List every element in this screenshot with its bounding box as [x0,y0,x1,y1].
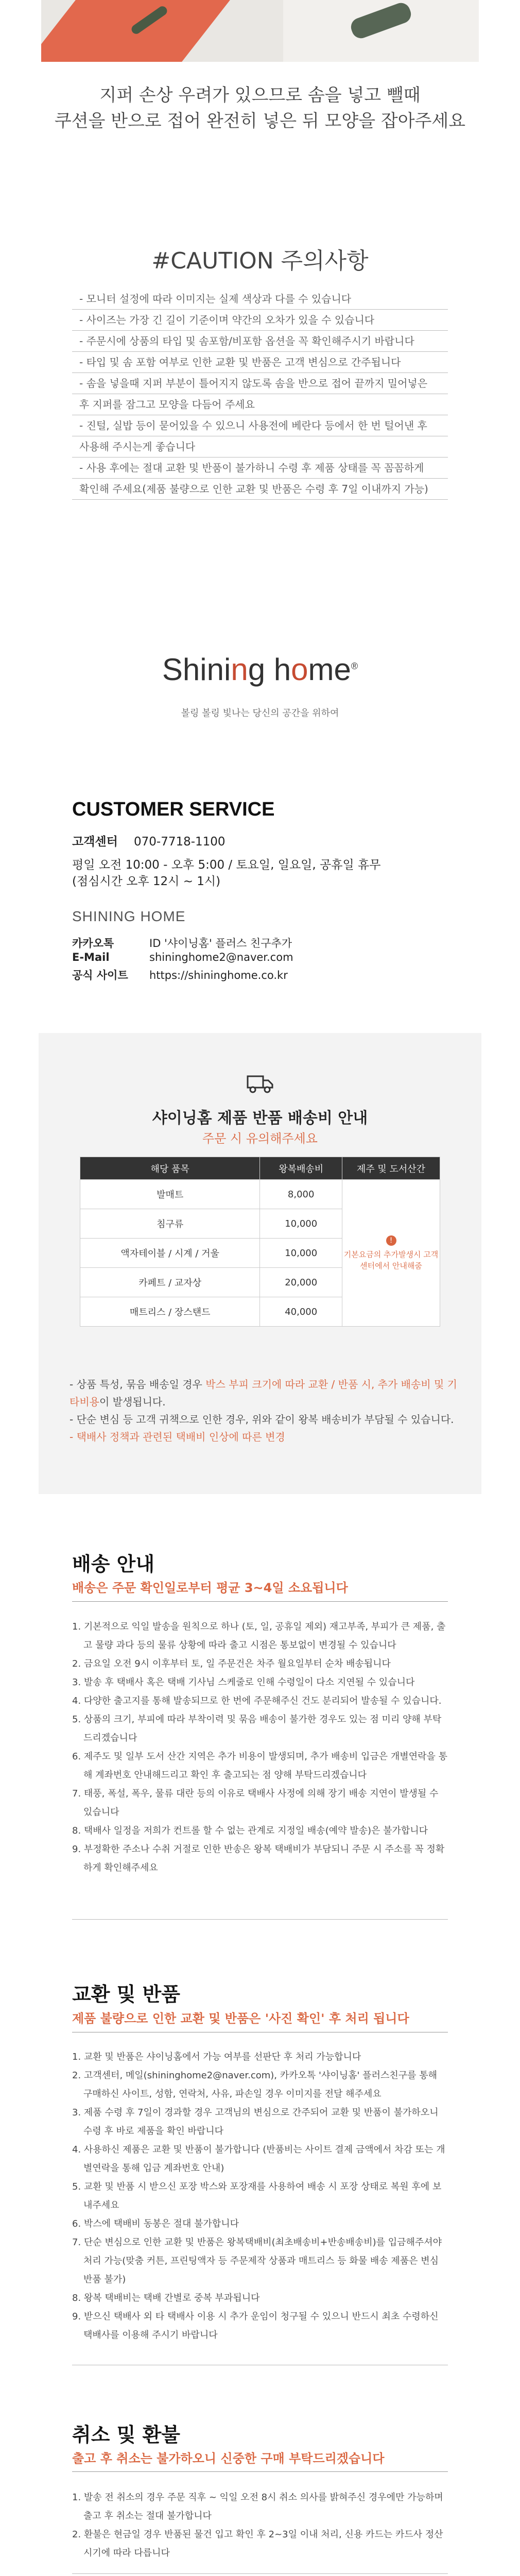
list-item: 4. 사용하신 제품은 교환 및 반품이 불가합니다 (반품비는 사이트 결제 금액에서 차감 또는 개별연락을 통해 입금 계좌번호 안내) [72,2144,445,2174]
list-item: 6. 제주도 및 일부 도서 산간 지역은 추가 비용이 발생되며, 추가 배송비 입금은 개별연락을 통해 계좌번호 안내해드리고 확인 후 출고되는 점 양해 부탁드리겠습니다 [72,1751,447,1781]
caution-item: - 주문시에 상품의 타입 및 솜포함/비포함 옵션을 꼭 확인해주시기 바랍니다 [72,331,448,352]
caution-item: - 모니터 설정에 따라 이미지는 실제 색상과 다를 수 있습니다 [72,289,448,310]
intro-text [0,82,520,134]
divider [72,1601,448,1602]
brand-logo: Shining home® [162,652,358,687]
cs-hours: 평일 오전 10:00 - 오후 5:00 / 토요일, 일요일, 공휴일 휴무 [72,858,381,872]
list-item: 5. 상품의 크기, 부피에 따라 부착이력 및 묶음 배송이 불가한 경우도 있는 점 미리 양해 부탁드리겠습니다 [72,1714,442,1743]
list-item: 1. 발송 전 취소의 경우 주문 직후 ~ 익일 오전 8시 취소 의사를 밝혀주신 경우에만 가능하며 출고 후 취소는 절대 불가합니다 [72,2492,443,2521]
list-item: 7. 단순 변심으로 인한 교환 및 반품은 왕복택배비(최초배송비+반송배송비)를 입금해주셔야 처리 가능(맞춤 커튼, 프린팅액자 등 주문제작 상품과 매트리스 등 화물 배송 제품은 변심 반품 불가) [72,2237,442,2285]
list-item: 6. 박스에 택배비 동봉은 절대 불가합니다 [72,2218,239,2229]
caution-item: - 솜을 넣을때 지퍼 부분이 틀어지지 않도록 솜을 반으로 접어 끝까지 밀어넣은 [72,373,448,394]
list-item: 1. 기본적으로 익일 발송을 원칙으로 하나 (토, 일, 공휴일 제외) 재고부족, 부피가 큰 제품, 출고 물량 과다 등의 물류 상황에 따라 출고 시점은 통보없이 변경될 수 있습니다 [72,1621,446,1651]
shipping-fee-table [80,1157,440,1327]
kakao-id: ID '샤이닝홈' 플러스 친구추가 [149,937,292,950]
table-row: 매트리스 / 장스탠드 40,000 [80,1297,440,1327]
list-item: 2. 고객센터, 메일(shininghome2@naver.com), 카카오톡 '샤이닝홈' 플러스친구를 통해 구매하신 사이트, 성함, 연락처, 사유, 파손일 경우 이미지를 전달 해주세요 [72,2070,438,2099]
email-link[interactable]: shininghome2@naver.com [149,951,293,963]
divider [72,2471,448,2472]
cs-phone-row [72,832,226,849]
table-header: 왕복배송비 [260,1157,342,1180]
caution-item: - 진털, 실밥 등이 묻어있을 수 있으니 사용전에 베란다 등에서 한 번 털어낸 후 [72,415,448,436]
exchange-list [72,2048,448,2345]
cs-site-row: 공식 사이트 https://shininghome.co.kr [72,969,288,981]
list-item: 8. 택배사 일정을 저희가 컨트롤 할 수 없는 관계로 지정일 배송(예약 발송)은 불가합니다 [72,1825,428,1836]
shipping-note: - 상품 특성, 묶음 배송일 경우 박스 부피 크기에 따라 교환 / 반품 시, 추가 배송비 및 기타비용이 발생됩니다. [70,1378,457,1408]
brand-tagline: 볼링 볼링 빛나는 당신의 공간을 위하여 [181,708,339,719]
intro-line: 지퍼 손상 우려가 있으므로 솜을 넣고 뺄때 [99,85,421,106]
exchange-title: 교환 및 반품 [72,1983,180,2006]
list-item: 3. 제품 수령 후 7일이 경과할 경우 고객님의 변심으로 간주되어 교환 및 반품이 불가하오니 수령 후 바로 제품을 확인 바랍니다 [72,2107,439,2137]
table-header: 제주 및 도서산간 [342,1157,440,1180]
list-item: 9. 받으신 택배사 외 타 택배사 이용 시 추가 운임이 청구될 수 있으니 반드시 최초 수령하신 택배사를 이용해 주시기 바랍니다 [72,2311,439,2341]
shipping-fee-subtitle: 주문 시 유의해주세요 [202,1131,318,1146]
delivery-subtitle: 배송은 주문 확인일로부터 평균 3~4일 소요됩니다 [72,1581,348,1595]
shipping-fee-title: 샤이닝홈 제품 반품 배송비 안내 [152,1109,368,1127]
cs-email-row: E-Mail shininghome2@naver.com [72,951,293,963]
list-item: 9. 부정확한 주소나 수취 거절로 인한 반송은 왕복 택배비가 부담되니 주문 시 주소를 꼭 정확하게 확인해주세요 [72,1844,445,1873]
truck-icon [247,1073,273,1094]
table-row: 액자테이블 / 시계 / 거울 10,000 [80,1239,440,1268]
caution-item: - 사이즈는 가장 긴 길이 기준이며 약간의 오차가 있을 수 있습니다 [72,310,448,331]
list-item: 2. 환불은 현금일 경우 반품된 물건 입고 확인 후 2~3일 이내 처리, 신용 카드는 카드사 정산 시기에 따라 다릅니다 [72,2529,443,2558]
cs-lunch: (점심시간 오후 12시 ~ 1시) [72,875,221,888]
caution-item: - 타입 및 솜 포함 여부로 인한 교환 및 반품은 고객 변심으로 간주됩니다 [72,352,448,373]
divider [72,1919,448,1920]
table-row: 발매트 8,000 ! 기본요금의 추가발생시 고객센터에서 안내해줌 [80,1180,440,1209]
island-note: ! 기본요금의 추가발생시 고객센터에서 안내해줌 [342,1180,440,1327]
product-photo [41,0,479,62]
shipping-fee-section [39,1033,481,1494]
shipping-note: - 택배사 정책과 관련된 택배비 인상에 따른 변경 [70,1431,285,1443]
caution-title: #CAUTION 주의사항 [151,248,369,274]
shipping-notes [70,1376,461,1446]
caution-list [72,289,448,500]
cs-small-logo: SHINING HOME [72,908,186,924]
cs-kakao-row: 카카오톡 ID '샤이닝홈' 플러스 친구추가 [72,937,292,950]
table-row: 카페트 / 교자상 20,000 [80,1268,440,1297]
shipping-note: - 단순 변심 등 고객 귀책으로 인한 경우, 위와 같이 왕복 배송비가 부담될 수 있습니다. [70,1413,454,1426]
list-item: 8. 왕복 택배비는 택배 간별로 중복 부과됩니다 [72,2293,260,2303]
table-header: 해당 품목 [80,1157,260,1180]
divider [72,2573,448,2574]
cancel-list [72,2488,448,2563]
list-item: 3. 발송 후 택배사 혹은 택배 기사님 스케줄로 인해 수령일이 다소 지연될 수 있습니다 [72,1677,415,1688]
delivery-title: 배송 안내 [72,1553,155,1575]
list-item: 2. 금요일 오전 9시 이후부터 토, 일 주문건은 차주 월요일부터 순차 배송됩니다 [72,1658,391,1669]
cancel-title: 취소 및 환불 [72,2424,180,2446]
cs-phone-label: 고객센터 [72,835,118,849]
list-item: 5. 교환 및 반품 시 받으신 포장 박스와 포장재를 사용하여 배송 시 포장 상태로 복원 후에 보내주세요 [72,2181,442,2211]
alert-icon: ! [386,1235,396,1246]
cancel-subtitle: 출고 후 취소는 불가하오니 신중한 구매 부탁드리겠습니다 [72,2451,385,2466]
site-link[interactable]: https://shininghome.co.kr [149,969,288,981]
caution-item: - 사용 후에는 절대 교환 및 반품이 불가하니 수령 후 제품 상태를 꼭 꼼꼼하게 [72,457,448,479]
caution-item: 확인해 주세요(제품 불량으로 인한 교환 및 반품은 수령 후 7일 이내까지 가능) [72,479,448,500]
list-item: 1. 교환 및 반품은 샤이닝홈에서 가능 여부를 선판단 후 처리 가능합니다 [72,2052,361,2062]
list-item: 7. 태풍, 폭설, 폭우, 물류 대란 등의 이유로 택배사 사정에 의해 장기 배송 지연이 발생될 수 있습니다 [72,1788,439,1818]
exchange-subtitle: 제품 불량으로 인한 교환 및 반품은 '사진 확인' 후 처리 됩니다 [72,2011,409,2026]
caution-item: 사용해 주시는게 좋습니다 [72,436,448,457]
delivery-list [72,1618,448,1877]
list-item: 4. 다양한 출고지를 통해 발송되므로 한 번에 주문해주신 건도 분리되어 발송될 수 있습니다. [72,1696,442,1706]
customer-service-title: CUSTOMER SERVICE [72,799,275,820]
table-row: 침구류 10,000 [80,1209,440,1239]
intro-line: 쿠션을 반으로 접어 완전히 넣은 뒤 모양을 잡아주세요 [54,111,466,131]
caution-item: 후 지퍼를 잠그고 모양을 다듬어 주세요 [72,394,448,415]
cs-phone-value: 070-7718-1100 [134,835,226,849]
